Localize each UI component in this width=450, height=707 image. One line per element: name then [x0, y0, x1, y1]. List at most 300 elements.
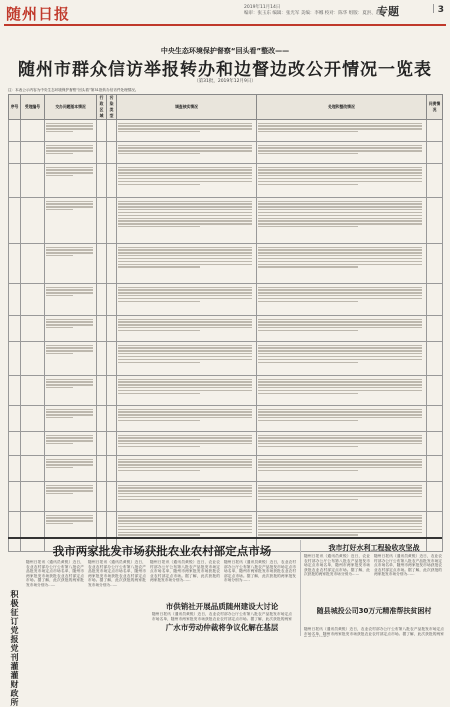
- table-cell: [9, 342, 21, 376]
- table-cell: [9, 456, 21, 482]
- text-line: [258, 496, 422, 497]
- text-line: [118, 409, 252, 410]
- text-line: [118, 266, 200, 267]
- table-cell: [45, 456, 97, 482]
- table-cell: [45, 198, 97, 244]
- text-line: [118, 206, 252, 207]
- table-cell: [117, 284, 257, 316]
- text-line: [258, 220, 422, 221]
- table-cell: [107, 142, 117, 164]
- table-cell: [21, 198, 45, 244]
- text-line: [46, 209, 73, 210]
- col-header: 问责情况: [427, 95, 443, 120]
- text-line: [118, 258, 252, 259]
- text-line: [258, 215, 422, 216]
- table-cell: [257, 406, 427, 432]
- table-cell: [97, 482, 107, 512]
- text-line: [118, 520, 252, 521]
- text-line: [118, 414, 252, 415]
- kicker: 中央生态环境保护督察“回头看”整改——: [160, 47, 290, 55]
- table-cell: [117, 482, 257, 512]
- table-cell: [45, 244, 97, 284]
- text-line: [118, 437, 252, 438]
- text-line: [118, 153, 200, 154]
- text-line: [258, 459, 422, 460]
- table-cell: [117, 244, 257, 284]
- text-line: [118, 252, 252, 253]
- text-line: [118, 327, 252, 328]
- text-line: [118, 487, 252, 488]
- text-line: [118, 490, 252, 491]
- article-column: 随州日报讯（通讯员黄锐）近日，农业农村部办公厅公布第八批农产品批发市场定点市场名单，随州市两家批发市场获批农业农村部定点市场。据了解，此次获批的两家批发市场分别为……: [224, 560, 296, 583]
- table-cell: [427, 406, 443, 432]
- text-line: [258, 181, 422, 182]
- table-row: [9, 376, 443, 406]
- text-line: [258, 356, 422, 357]
- text-line: [46, 517, 93, 518]
- text-line: [46, 319, 93, 320]
- text-line: [118, 467, 252, 468]
- issue-info: [244, 5, 385, 17]
- article-headline: 我市打好水利工程验收攻坚战: [328, 544, 420, 552]
- table-cell: [9, 120, 21, 142]
- text-line: [46, 493, 73, 494]
- complaint-table: [8, 94, 443, 552]
- text-line: [46, 131, 73, 132]
- table-cell: [427, 142, 443, 164]
- table-cell: [97, 456, 107, 482]
- text-line: [258, 128, 422, 129]
- editor-credits: 编审：张玉东 编辑：张光军 美编：李娜 校对：陈华 组版：夏洪、赵琳: [244, 11, 385, 16]
- table-cell: [21, 142, 45, 164]
- text-line: [258, 393, 358, 394]
- table-row: [9, 342, 443, 376]
- table-cell: [427, 284, 443, 316]
- text-line: [46, 255, 73, 256]
- text-line: [258, 167, 422, 168]
- text-line: [258, 353, 422, 354]
- text-line: [46, 411, 93, 412]
- text-line: [258, 485, 422, 486]
- text-line: [118, 167, 252, 168]
- text-line: [118, 178, 252, 179]
- text-line: [258, 255, 422, 256]
- issue-date: 2019年11月14日: [244, 5, 281, 10]
- text-line: [118, 150, 252, 151]
- text-line: [258, 201, 422, 202]
- table-cell: [97, 284, 107, 316]
- text-line: [258, 175, 422, 176]
- text-line: [46, 353, 73, 354]
- text-line: [46, 147, 93, 148]
- text-line: [118, 301, 200, 302]
- text-line: [118, 362, 200, 363]
- text-line: [258, 125, 422, 126]
- text-line: [258, 461, 422, 462]
- table-cell: [257, 142, 427, 164]
- table-cell: [45, 406, 97, 432]
- text-line: [118, 201, 252, 202]
- text-line: [258, 153, 358, 154]
- table-cell: [21, 284, 45, 316]
- text-line: [258, 292, 422, 293]
- text-line: [46, 252, 93, 253]
- text-line: [118, 532, 252, 533]
- text-line: [258, 350, 422, 351]
- page-headline: 随州市群众信访举报转办和边督边改公开情况一览表: [18, 60, 432, 80]
- article-column: 随州日报讯（通讯员黄锐）近日，农业农村部办公厅公布第八批农产品批发市场定点市场名单，随州市两家批发市场获批农业农村部定点市场。据了解，此次获批的两家批发市场分别为……: [304, 554, 370, 577]
- table-cell: [97, 432, 107, 456]
- text-line: [118, 131, 200, 132]
- text-line: [258, 359, 422, 360]
- text-line: [258, 301, 358, 302]
- text-line: [118, 350, 252, 351]
- text-line: [46, 523, 73, 524]
- table-header-row: [9, 95, 443, 120]
- article-column: 随州日报讯（通讯员黄锐）近日，农业农村部办公厅公布第八批农产品批发市场定点市场名单，随州市两家批发市场获批农业农村部定点市场。据了解，此次获批的两家: [304, 627, 444, 636]
- col-header: 污染类型: [107, 95, 117, 120]
- text-line: [46, 172, 93, 173]
- section-title: 专题: [377, 5, 399, 18]
- table-cell: [21, 482, 45, 512]
- text-line: [118, 169, 252, 170]
- col-header: 交办问题基本情况: [45, 95, 97, 120]
- table-cell: [21, 432, 45, 456]
- table-cell: [117, 198, 257, 244]
- text-line: [258, 464, 422, 465]
- text-line: [258, 223, 422, 224]
- table-row: [9, 456, 443, 482]
- text-line: [258, 266, 358, 267]
- text-line: [118, 295, 252, 296]
- table-cell: [107, 284, 117, 316]
- table-cell: [107, 482, 117, 512]
- text-line: [118, 499, 200, 500]
- table-cell: [107, 198, 117, 244]
- text-line: [118, 381, 252, 382]
- vertical-headline: 积极征订党报党刊 灌灌财政所: [10, 590, 19, 707]
- text-line: [46, 145, 93, 146]
- table-cell: [45, 482, 97, 512]
- table-cell: [117, 120, 257, 142]
- col-header: 调查核实情况: [117, 95, 257, 120]
- text-line: [46, 289, 93, 290]
- text-line: [258, 247, 422, 248]
- text-line: [118, 435, 252, 436]
- text-line: [258, 493, 422, 494]
- text-line: [118, 125, 252, 126]
- text-line: [258, 487, 422, 488]
- table-cell: [257, 482, 427, 512]
- text-line: [258, 379, 422, 380]
- text-line: [258, 184, 358, 185]
- text-line: [258, 411, 422, 412]
- table-cell: [9, 198, 21, 244]
- text-line: [118, 443, 252, 444]
- text-line: [258, 467, 422, 468]
- text-line: [118, 411, 252, 412]
- text-line: [118, 215, 252, 216]
- table-cell: [107, 244, 117, 284]
- table-cell: [45, 142, 97, 164]
- table-cell: [427, 376, 443, 406]
- text-line: [46, 414, 93, 415]
- text-line: [258, 534, 358, 535]
- text-line: [258, 347, 422, 348]
- table-row: [9, 120, 443, 142]
- table-cell: [257, 244, 427, 284]
- text-line: [258, 226, 358, 227]
- text-line: [118, 184, 200, 185]
- text-line: [46, 153, 73, 154]
- text-line: [258, 417, 422, 418]
- text-line: [46, 381, 93, 382]
- text-line: [258, 526, 422, 527]
- text-line: [258, 384, 422, 385]
- col-header: 行政区域: [97, 95, 107, 120]
- table-row: [9, 142, 443, 164]
- text-line: [258, 414, 422, 415]
- table-row: [9, 164, 443, 198]
- text-line: [258, 203, 422, 204]
- text-line: [258, 147, 422, 148]
- text-line: [118, 203, 252, 204]
- table-cell: [9, 482, 21, 512]
- table-cell: [257, 376, 427, 406]
- text-line: [118, 526, 252, 527]
- article-column: 随州日报讯（通讯员黄锐）近日，农业农村部办公厅公布第八批农产品批发市场定点市场名单，随州市两家批发市场获批农业农村部定点市场。据了解，此次获批的两家批发市场分别为……: [150, 560, 220, 583]
- page-number: 3: [433, 4, 444, 15]
- table-cell: [45, 342, 97, 376]
- text-line: [46, 384, 93, 385]
- table-row: [9, 316, 443, 342]
- text-line: [118, 330, 200, 331]
- text-line: [118, 287, 252, 288]
- col-header: 序号: [9, 95, 21, 120]
- text-line: [118, 356, 252, 357]
- text-line: [258, 289, 422, 290]
- text-line: [46, 347, 93, 348]
- table-cell: [21, 342, 45, 376]
- text-line: [118, 461, 252, 462]
- table-cell: [97, 164, 107, 198]
- text-line: [118, 440, 252, 441]
- table-cell: [9, 316, 21, 342]
- table-row: [9, 482, 443, 512]
- text-line: [258, 437, 422, 438]
- text-line: [258, 520, 422, 521]
- table-cell: [107, 316, 117, 342]
- table-cell: [45, 164, 97, 198]
- table-row: [9, 198, 443, 244]
- newspaper-logo: 随州日报: [6, 5, 71, 23]
- table-cell: [107, 342, 117, 376]
- text-line: [46, 292, 93, 293]
- table-cell: [9, 164, 21, 198]
- text-line: [118, 181, 252, 182]
- text-line: [258, 212, 422, 213]
- text-line: [258, 319, 422, 320]
- text-line: [258, 409, 422, 410]
- table-cell: [9, 512, 21, 552]
- text-line: [118, 261, 252, 262]
- text-line: [46, 345, 93, 346]
- article-column: 随州日报讯（通讯员黄锐）近日，农业农村部办公厅公布第八批农产品批发市场定点市场名单，随州市两家批发市场获批农业农村部定点市场。据了解，此次获批的两家批发市场分别为……: [374, 554, 442, 577]
- text-line: [46, 287, 93, 288]
- table-cell: [427, 244, 443, 284]
- article-column: 随州日报讯（通讯员黄锐）近日，农业农村部办公厅公布第八批农产品批发市场定点市场名单，随州市两家批发市场获批农业农村部定点市场。据了解，此次获批的两家批发市场分别为……: [26, 560, 84, 587]
- text-line: [118, 175, 252, 176]
- table-cell: [257, 316, 427, 342]
- table-cell: [107, 376, 117, 406]
- table-cell: [107, 432, 117, 456]
- table-cell: [117, 142, 257, 164]
- text-line: [46, 206, 93, 207]
- text-line: [258, 324, 422, 325]
- text-line: [46, 123, 93, 124]
- text-line: [258, 298, 422, 299]
- column-divider: [300, 540, 301, 636]
- text-line: [258, 264, 422, 265]
- text-line: [46, 467, 73, 468]
- table-cell: [427, 342, 443, 376]
- text-line: [46, 128, 93, 129]
- text-line: [46, 324, 93, 325]
- table-cell: [257, 198, 427, 244]
- article-column: 随州日报讯（通讯员黄锐）近日，农业农村部办公厅公布第八批农产品批发市场定点市场名单，随州市两家批发市场获批农业农村部定点市场。据了解，此次获批的两家: [152, 612, 292, 621]
- text-line: [118, 321, 252, 322]
- text-line: [118, 464, 252, 465]
- table-cell: [21, 164, 45, 198]
- table-cell: [427, 316, 443, 342]
- text-line: [46, 247, 93, 248]
- text-line: [258, 362, 358, 363]
- table-cell: [21, 244, 45, 284]
- text-line: [118, 470, 200, 471]
- table-cell: [45, 376, 97, 406]
- table-cell: [117, 432, 257, 456]
- text-line: [118, 324, 252, 325]
- text-line: [118, 289, 252, 290]
- text-line: [46, 321, 93, 322]
- text-line: [118, 264, 252, 265]
- text-line: [46, 175, 73, 176]
- table-cell: [9, 244, 21, 284]
- text-line: [258, 261, 422, 262]
- text-line: [258, 515, 422, 516]
- table-cell: [9, 142, 21, 164]
- text-line: [118, 459, 252, 460]
- text-line: [258, 131, 358, 132]
- text-line: [46, 461, 93, 462]
- text-line: [118, 298, 252, 299]
- table-cell: [21, 406, 45, 432]
- text-line: [46, 409, 93, 410]
- text-line: [118, 212, 252, 213]
- text-line: [258, 327, 422, 328]
- table-cell: [97, 342, 107, 376]
- text-line: [46, 203, 93, 204]
- table-cell: [97, 316, 107, 342]
- text-line: [258, 295, 422, 296]
- text-line: [258, 252, 422, 253]
- table-cell: [21, 376, 45, 406]
- text-line: [118, 347, 252, 348]
- text-line: [118, 128, 252, 129]
- table-cell: [117, 316, 257, 342]
- text-line: [258, 420, 358, 421]
- text-line: [118, 247, 252, 248]
- table-cell: [257, 456, 427, 482]
- text-line: [118, 420, 200, 421]
- table-row: [9, 432, 443, 456]
- text-line: [258, 172, 422, 173]
- table-cell: [117, 342, 257, 376]
- text-line: [118, 292, 252, 293]
- text-line: [258, 287, 422, 288]
- table-cell: [9, 376, 21, 406]
- text-line: [46, 487, 93, 488]
- table-cell: [9, 406, 21, 432]
- masthead: [4, 2, 446, 26]
- text-line: [118, 209, 252, 210]
- text-line: [118, 534, 200, 535]
- table-cell: [107, 120, 117, 142]
- table-cell: [21, 456, 45, 482]
- text-line: [118, 218, 252, 219]
- text-line: [46, 485, 93, 486]
- col-header: 处理和整改情况: [257, 95, 427, 120]
- text-line: [46, 327, 73, 328]
- table-cell: [427, 432, 443, 456]
- text-line: [258, 345, 422, 346]
- table-cell: [9, 284, 21, 316]
- text-line: [46, 379, 93, 380]
- text-line: [258, 387, 422, 388]
- table-cell: [117, 376, 257, 406]
- table-cell: [257, 342, 427, 376]
- dateline: （第31批，2019年12月9日）: [194, 79, 256, 84]
- text-line: [46, 295, 73, 296]
- text-line: [46, 440, 93, 441]
- text-line: [118, 223, 252, 224]
- text-line: [118, 387, 252, 388]
- text-line: [258, 258, 422, 259]
- text-line: [258, 209, 422, 210]
- text-line: [46, 387, 73, 388]
- text-line: [46, 464, 93, 465]
- text-line: [118, 446, 200, 447]
- text-line: [46, 515, 93, 516]
- text-line: [118, 517, 252, 518]
- table-cell: [117, 406, 257, 432]
- table-row: [9, 406, 443, 432]
- table-cell: [257, 284, 427, 316]
- text-line: [46, 125, 93, 126]
- text-line: [118, 226, 200, 227]
- table-cell: [427, 120, 443, 142]
- table-cell: [21, 316, 45, 342]
- text-line: [118, 249, 252, 250]
- table-cell: [45, 432, 97, 456]
- article-headline: 随县城投公司30万元精准帮扶贫困村: [316, 607, 432, 615]
- table-cell: [97, 244, 107, 284]
- text-line: [118, 417, 252, 418]
- text-line: [258, 249, 422, 250]
- text-line: [46, 350, 93, 351]
- table-row: [9, 284, 443, 316]
- text-line: [118, 390, 252, 391]
